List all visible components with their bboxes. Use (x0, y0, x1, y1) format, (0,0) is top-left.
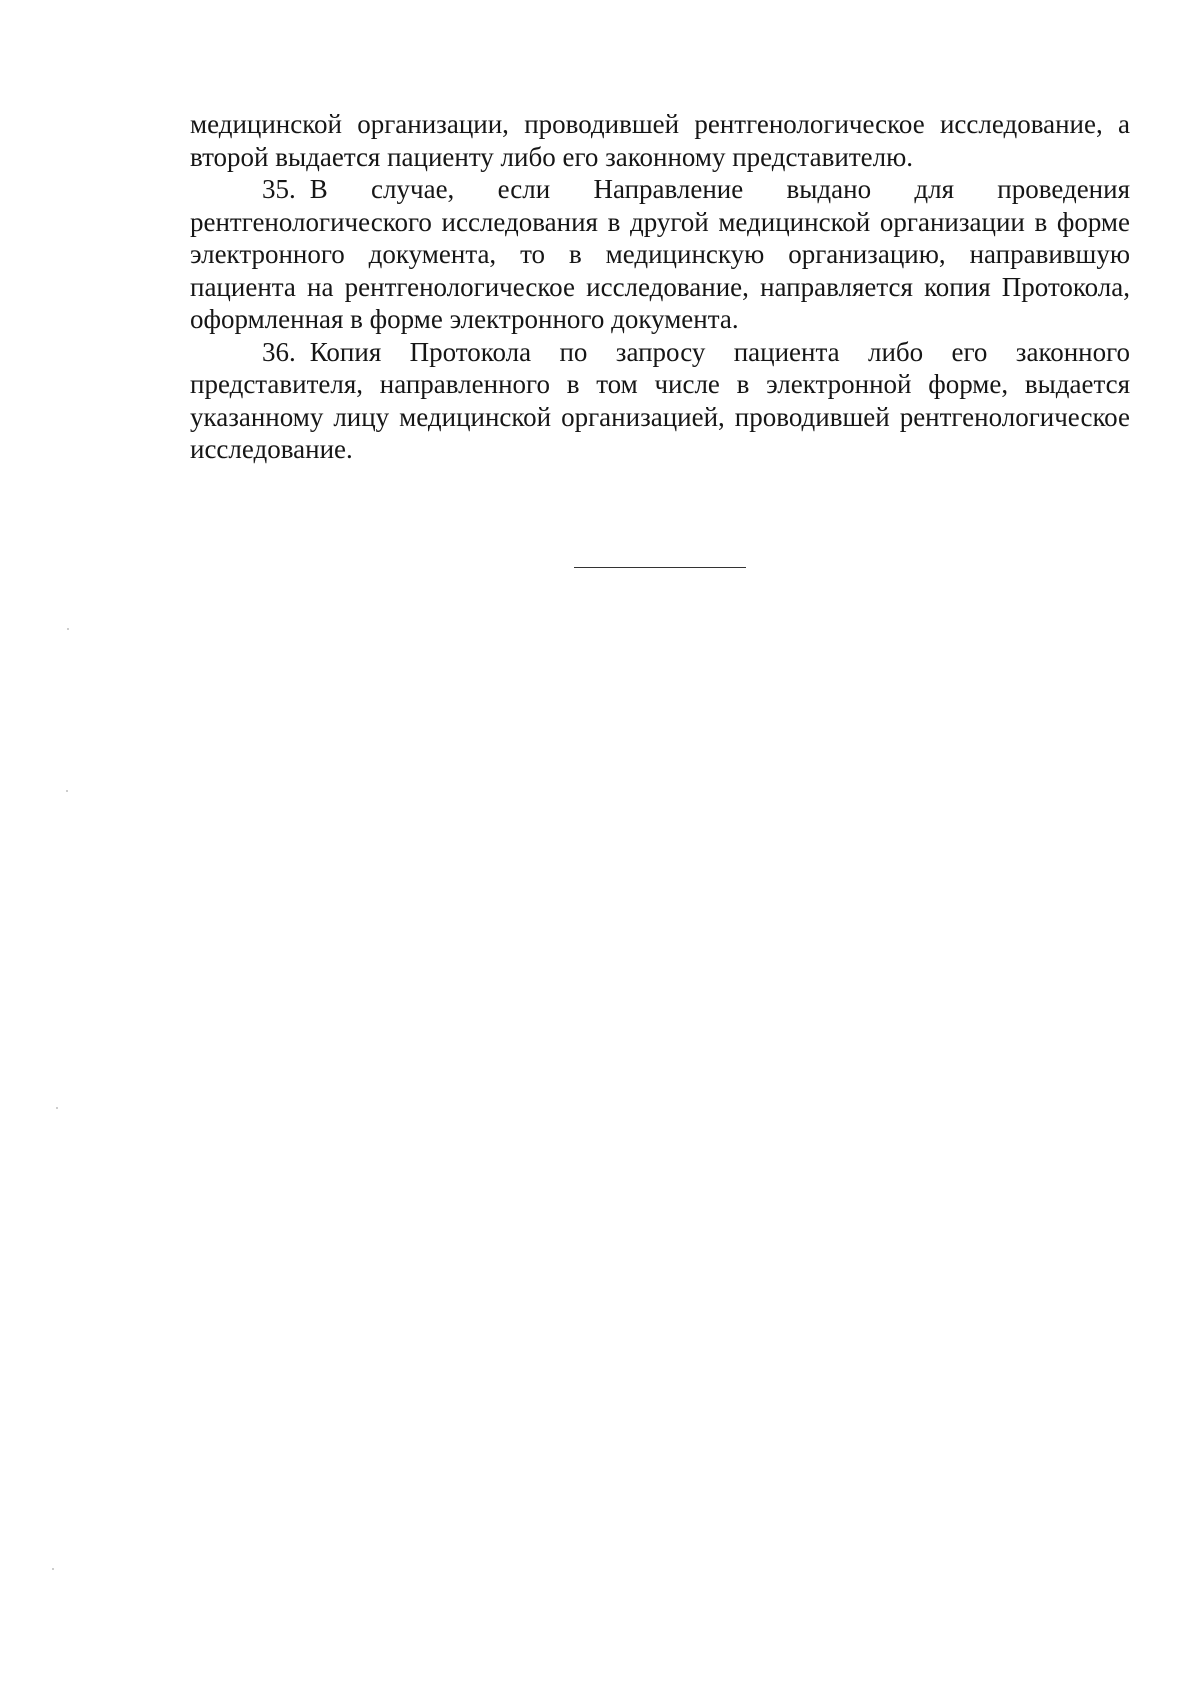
paragraph-continuation (190, 108, 1130, 173)
document-body (190, 108, 1130, 466)
end-of-document-rule (574, 567, 746, 568)
paragraph-text: В случае, если Направление выдано для проведения рентгенологического исследования в другой медицинской организации в форме электронного документа, то в медицинскую организацию, направившую пациента на рентгенологическое исследование, направляется копия Протокола, оформленная в форме электронного документа. (190, 174, 1130, 334)
paragraph-number: 35. (262, 174, 296, 204)
paragraph-number: 36. (262, 336, 296, 367)
scan-speck (66, 790, 68, 792)
scan-speck (56, 1107, 58, 1109)
scan-speck (52, 1568, 54, 1570)
paragraph-36 (190, 336, 1130, 466)
paragraph-text: Копия Протокола по запросу пациента либо его законного представителя, направленного в том числе в электронной форме, выдается указанному лицу медицинской организацией, проводившей рентгенологическое исследование. (190, 336, 1130, 464)
paragraph-35 (190, 173, 1130, 336)
scan-speck (67, 628, 69, 630)
paragraph-text: медицинской организации, проводившей рентгенологическое исследование, а второй выдается пациенту либо его законному представителю. (190, 109, 1130, 172)
